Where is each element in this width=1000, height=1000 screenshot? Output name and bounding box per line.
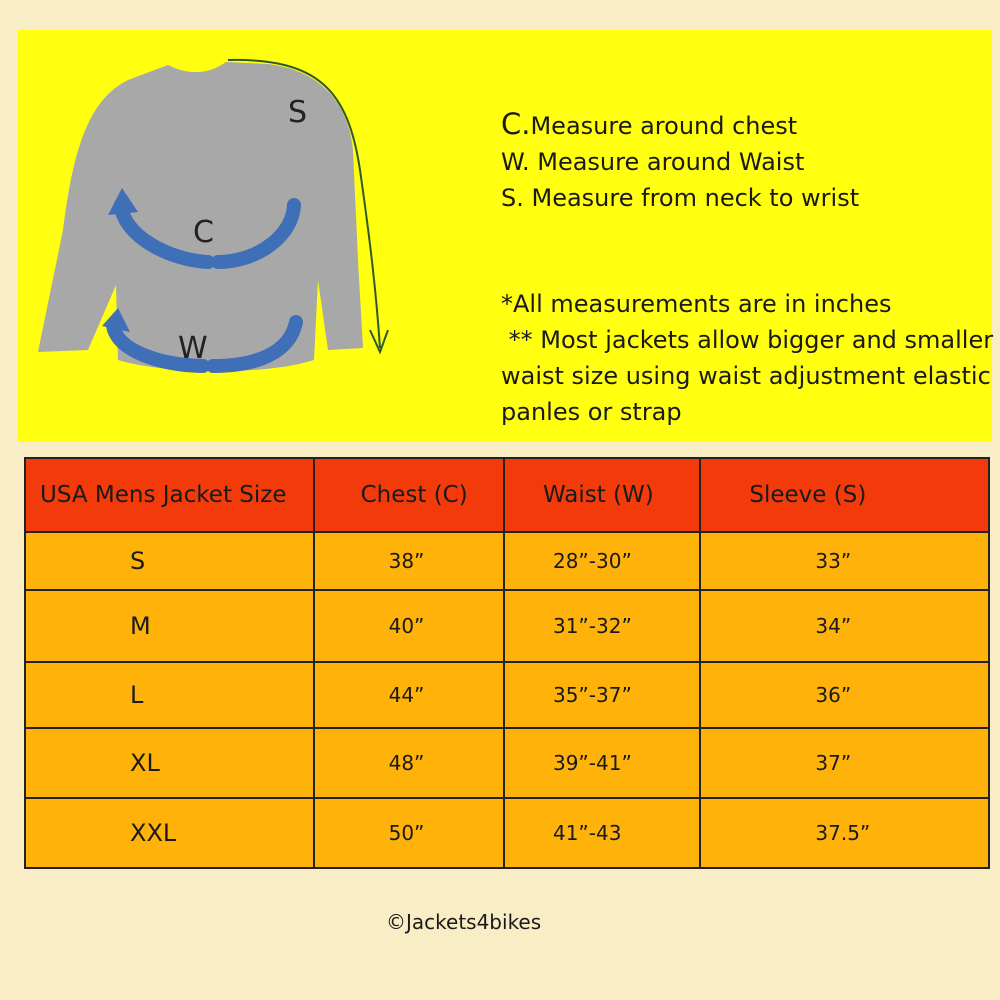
legend-waist: W. Measure around Waist xyxy=(501,148,805,176)
size-cell: XXL xyxy=(25,798,314,868)
chest-cell: 40” xyxy=(314,590,504,662)
chest-cell: 48” xyxy=(314,728,504,798)
legend-chest-letter: C. xyxy=(501,107,531,141)
size-cell: L xyxy=(25,662,314,728)
table-row xyxy=(25,728,989,798)
chest-cell: 38” xyxy=(314,532,504,590)
table-row xyxy=(25,662,989,728)
header-chest: Chest (C) xyxy=(314,458,504,532)
note-line-3: waist size using waist adjustment elastic xyxy=(501,362,991,390)
measurement-guide-panel xyxy=(18,30,992,442)
note-line-2: ** Most jackets allow bigger and smaller xyxy=(501,326,994,354)
jacket-measurement-diagram xyxy=(18,30,458,442)
sleeve-label: S xyxy=(288,95,308,130)
sleeve-cell: 34” xyxy=(700,590,989,662)
chest-cell: 50” xyxy=(314,798,504,868)
legend-chest-text: Measure around chest xyxy=(530,112,798,140)
waist-cell: 35”-37” xyxy=(504,662,700,728)
sleeve-cell: 36” xyxy=(700,662,989,728)
size-cell: XL xyxy=(25,728,314,798)
waist-cell: 39”-41” xyxy=(504,728,700,798)
chest-cell: 44” xyxy=(314,662,504,728)
waist-cell: 31”-32” xyxy=(504,590,700,662)
header-sleeve: Sleeve (S) xyxy=(700,458,989,532)
sleeve-cell: 37” xyxy=(700,728,989,798)
waist-label: W xyxy=(178,331,208,366)
table-header-row xyxy=(25,458,989,532)
measurement-legend xyxy=(501,106,1000,216)
table-row xyxy=(25,532,989,590)
measurement-notes xyxy=(501,286,1000,430)
size-chart-table xyxy=(24,457,990,869)
sleeve-cell: 37.5” xyxy=(700,798,989,868)
sleeve-cell: 33” xyxy=(700,532,989,590)
table-row xyxy=(25,590,989,662)
header-size: USA Mens Jacket Size xyxy=(25,458,314,532)
size-cell: M xyxy=(25,590,314,662)
note-line-1: *All measurements are in inches xyxy=(501,290,892,318)
waist-cell: 28”-30” xyxy=(504,532,700,590)
table-row xyxy=(25,798,989,868)
header-waist: Waist (W) xyxy=(504,458,700,532)
waist-cell: 41”-43 xyxy=(504,798,700,868)
size-cell: S xyxy=(25,532,314,590)
copyright-text: ©Jackets4bikes xyxy=(386,910,542,934)
legend-sleeve: S. Measure from neck to wrist xyxy=(501,184,860,212)
note-line-4: panles or strap xyxy=(501,398,682,426)
legend-chest xyxy=(501,106,1000,144)
chest-label: C xyxy=(193,215,214,250)
